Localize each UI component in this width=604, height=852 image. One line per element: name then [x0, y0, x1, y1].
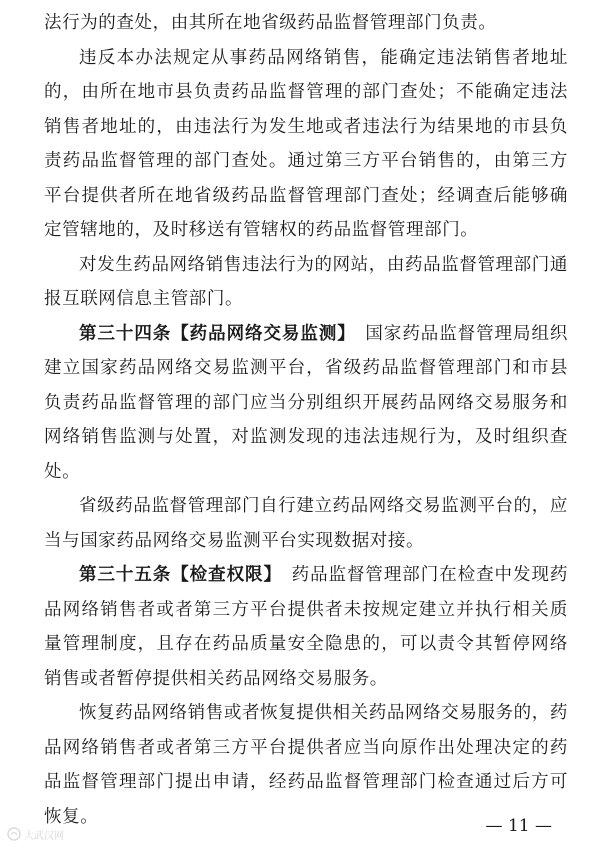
paragraph-text: 恢复药品网络销售或者恢复提供相关药品网络交易服务的，药品网络销售者或者第三方平台提供者应当向原作出处理决定的药品监督管理部门提出申请，经药品监督管理部门检查通过后方可恢复。: [44, 703, 568, 827]
article-34-heading: 第三十四条【药品网络交易监测】: [79, 323, 347, 344]
watermark: [6, 826, 64, 842]
document-body: [44, 6, 568, 834]
page-number: — 11 —: [485, 816, 552, 836]
paragraph-continuation: [44, 6, 568, 41]
article-34-text: 国家药品监督管理局组织建立国家药品网络交易监测平台，省级药品监督管理部门和市县负责药品监督管理的部门应当分别组织开展药品网络交易服务和网络销售监测与处置，对监测发现的违法违规行为，及时组织查处。: [44, 323, 568, 482]
paragraph-jurisdiction: [44, 41, 568, 248]
article-35-text: 药品监督管理部门在检查中发现药品网络销售者或者第三方平台提供者未按规定建立并执行相关质量管理制度，且存在药品质量安全隐患的，可以责令其暂停网络销售或者暂停提供相关药品网络交易服务。: [44, 565, 568, 689]
paragraph-text: 违反本办法规定从事药品网络销售，能确定违法销售者地址的，由所在地市县负责药品监督管理的部门查处；不能确定违法销售者地址的，由违法行为发生地或者违法行为结果地的市县负责药品监督管理的部门查处。通过第三方平台销售的，由第三方平台提供者所在地省级药品监督管理部门查处；经调查后能够确定管辖地的，及时移送有管辖权的药品监督管理部门。: [44, 47, 568, 240]
paragraph-text: 法行为的查处，由其所在地省级药品监督管理部门负责。: [44, 13, 497, 33]
paragraph-provincial-platform: [44, 489, 568, 558]
article-35-heading: 第三十五条【检查权限】: [79, 565, 274, 585]
paragraph-resume-service: [44, 696, 568, 834]
article-34: [44, 317, 568, 490]
watermark-logo-icon: [6, 826, 22, 842]
paragraph-text: 对发生药品网络销售违法行为的网站，由药品监督管理部门通报互联网信息主管部门。: [44, 254, 568, 309]
article-35: [44, 558, 568, 696]
paragraph-website-report: [44, 248, 568, 317]
paragraph-text: 省级药品监督管理部门自行建立药品网络交易监测平台的，应当与国家药品网络交易监测平台实现数据对接。: [44, 496, 568, 551]
watermark-text: 大武汉网: [24, 830, 64, 842]
